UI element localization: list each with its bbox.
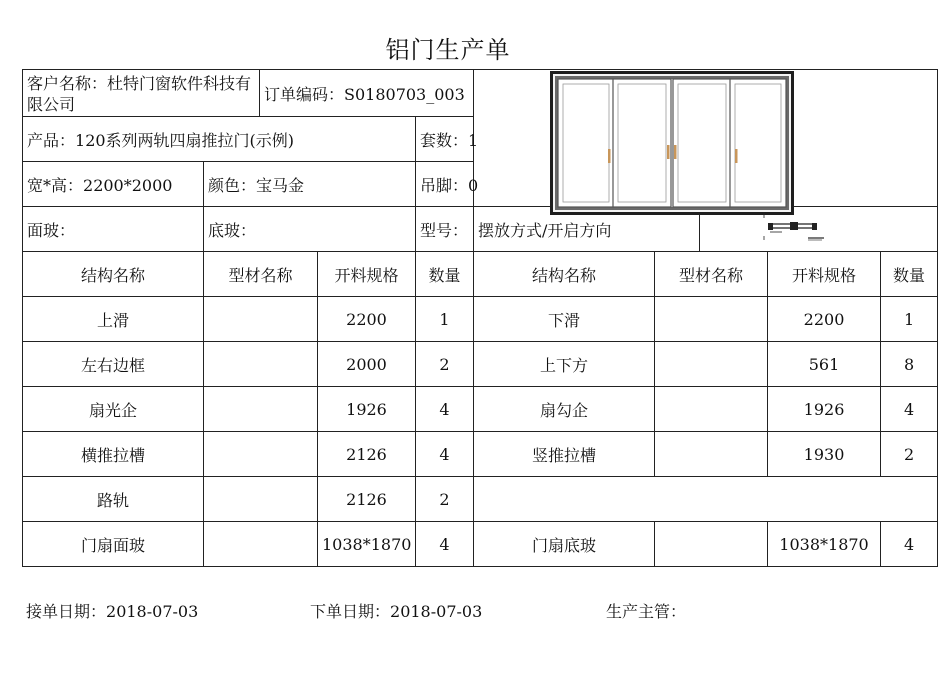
col-header-name-left: 结构名称 (23, 252, 204, 297)
opening-direction-icon (760, 210, 870, 248)
col-header-name-right: 结构名称 (474, 252, 655, 297)
color-cell (204, 162, 416, 207)
row-profile-left (204, 477, 318, 522)
table-row (23, 522, 938, 567)
hang-value: 0 (468, 175, 479, 195)
col-header-spec-right: 开料规格 (768, 252, 881, 297)
row-qty-left: 2 (416, 477, 474, 522)
row-profile-left (204, 522, 318, 567)
receive-date-label: 接单日期： (26, 602, 107, 621)
sets-label: 套数： (420, 130, 469, 150)
table-row (23, 342, 938, 387)
hang-cell (416, 162, 479, 207)
row-qty-right: 1 (881, 297, 938, 342)
sliding-door-icon (550, 71, 794, 215)
sets-cell (416, 117, 479, 162)
bottom-glass-cell: 底玻： (204, 207, 416, 252)
size-value: 2200*2000 (83, 175, 173, 195)
row-spec-right: 1930 (768, 432, 881, 477)
row-profile-left (204, 387, 318, 432)
header-row-4 (23, 207, 938, 252)
supervisor: 生产主管： (606, 602, 687, 621)
row-spec-left: 1038*1870 (318, 522, 416, 567)
order-value: S0180703_003 (344, 84, 465, 104)
sets-value: 1 (468, 130, 479, 150)
face-glass-cell: 面玻： (23, 207, 204, 252)
order-date-label: 下单日期： (310, 602, 391, 621)
row-spec-right: 2200 (768, 297, 881, 342)
row-qty-left: 4 (416, 522, 474, 567)
product-label: 产品： (27, 130, 76, 150)
row-qty-left: 1 (416, 297, 474, 342)
receive-date-value: 2018-07-03 (106, 602, 199, 621)
row-name-left: 门扇面玻 (23, 522, 204, 567)
order-label: 订单编码： (264, 84, 345, 104)
table-row (23, 297, 938, 342)
row-profile-right (655, 522, 768, 567)
row-spec-left: 2126 (318, 432, 416, 477)
receive-date (26, 599, 198, 622)
color-label: 颜色： (208, 175, 257, 195)
hang-label: 吊脚： (420, 175, 469, 195)
row-qty-left: 2 (416, 342, 474, 387)
row-name-left: 横推拉槽 (23, 432, 204, 477)
col-header-spec-left: 开料规格 (318, 252, 416, 297)
row-profile-right (655, 297, 768, 342)
row-spec-left: 2000 (318, 342, 416, 387)
table-row (23, 477, 938, 522)
size-label: 宽*高： (27, 175, 84, 195)
row-name-left: 扇光企 (23, 387, 204, 432)
customer-label: 客户名称： (27, 74, 108, 93)
size-cell (23, 162, 204, 207)
row-spec-left: 1926 (318, 387, 416, 432)
order-cell (260, 70, 474, 117)
page-title: 铝门生产单 (385, 36, 511, 64)
row-spec-left: 2200 (318, 297, 416, 342)
row-profile-left (204, 342, 318, 387)
row-name-left: 左右边框 (23, 342, 204, 387)
header-row-1 (23, 70, 938, 117)
row-spec-right: 561 (768, 342, 881, 387)
row-name-right: 竖推拉槽 (474, 432, 655, 477)
col-header-qty-right: 数量 (881, 252, 938, 297)
row-profile-right (655, 387, 768, 432)
row-spec-right: 1926 (768, 387, 881, 432)
col-header-profile-right: 型材名称 (655, 252, 768, 297)
row-spec-right: 1038*1870 (768, 522, 881, 567)
column-header-row (23, 252, 938, 297)
row-profile-left (204, 432, 318, 477)
order-date-value: 2018-07-03 (390, 602, 483, 621)
row-name-right: 上下方 (474, 342, 655, 387)
row-profile-left (204, 297, 318, 342)
placement-diagram-cell (700, 207, 938, 252)
product-cell (23, 117, 416, 162)
row-qty-right: 8 (881, 342, 938, 387)
placement-diagram (760, 210, 870, 248)
row-qty-left: 4 (416, 387, 474, 432)
door-preview-cell (474, 70, 938, 207)
model-cell: 型号： (416, 207, 474, 252)
customer-value: 杜特门窗软件科技有限公司 (27, 74, 252, 114)
door-image (550, 71, 794, 215)
row-qty-right: 4 (881, 387, 938, 432)
row-spec-left: 2126 (318, 477, 416, 522)
product-value: 120系列两轨四扇推拉门(示例) (75, 130, 295, 150)
customer-cell (23, 70, 260, 117)
table-row (23, 387, 938, 432)
production-order-table (22, 69, 938, 567)
table-row (23, 432, 938, 477)
row-name-right: 扇勾企 (474, 387, 655, 432)
row-qty-left: 4 (416, 432, 474, 477)
row-name-left: 路轨 (23, 477, 204, 522)
color-value: 宝马金 (256, 175, 305, 195)
order-date (310, 599, 482, 622)
row-qty-right: 4 (881, 522, 938, 567)
row-profile-right (655, 432, 768, 477)
col-header-qty-left: 数量 (416, 252, 474, 297)
row-name-right: 门扇底玻 (474, 522, 655, 567)
row-profile-right (655, 342, 768, 387)
row-name-left: 上滑 (23, 297, 204, 342)
col-header-profile-left: 型材名称 (204, 252, 318, 297)
placement-label-cell: 摆放方式/开启方向 (474, 207, 700, 252)
row-empty-right (474, 477, 938, 522)
row-qty-right: 2 (881, 432, 938, 477)
row-name-right: 下滑 (474, 297, 655, 342)
